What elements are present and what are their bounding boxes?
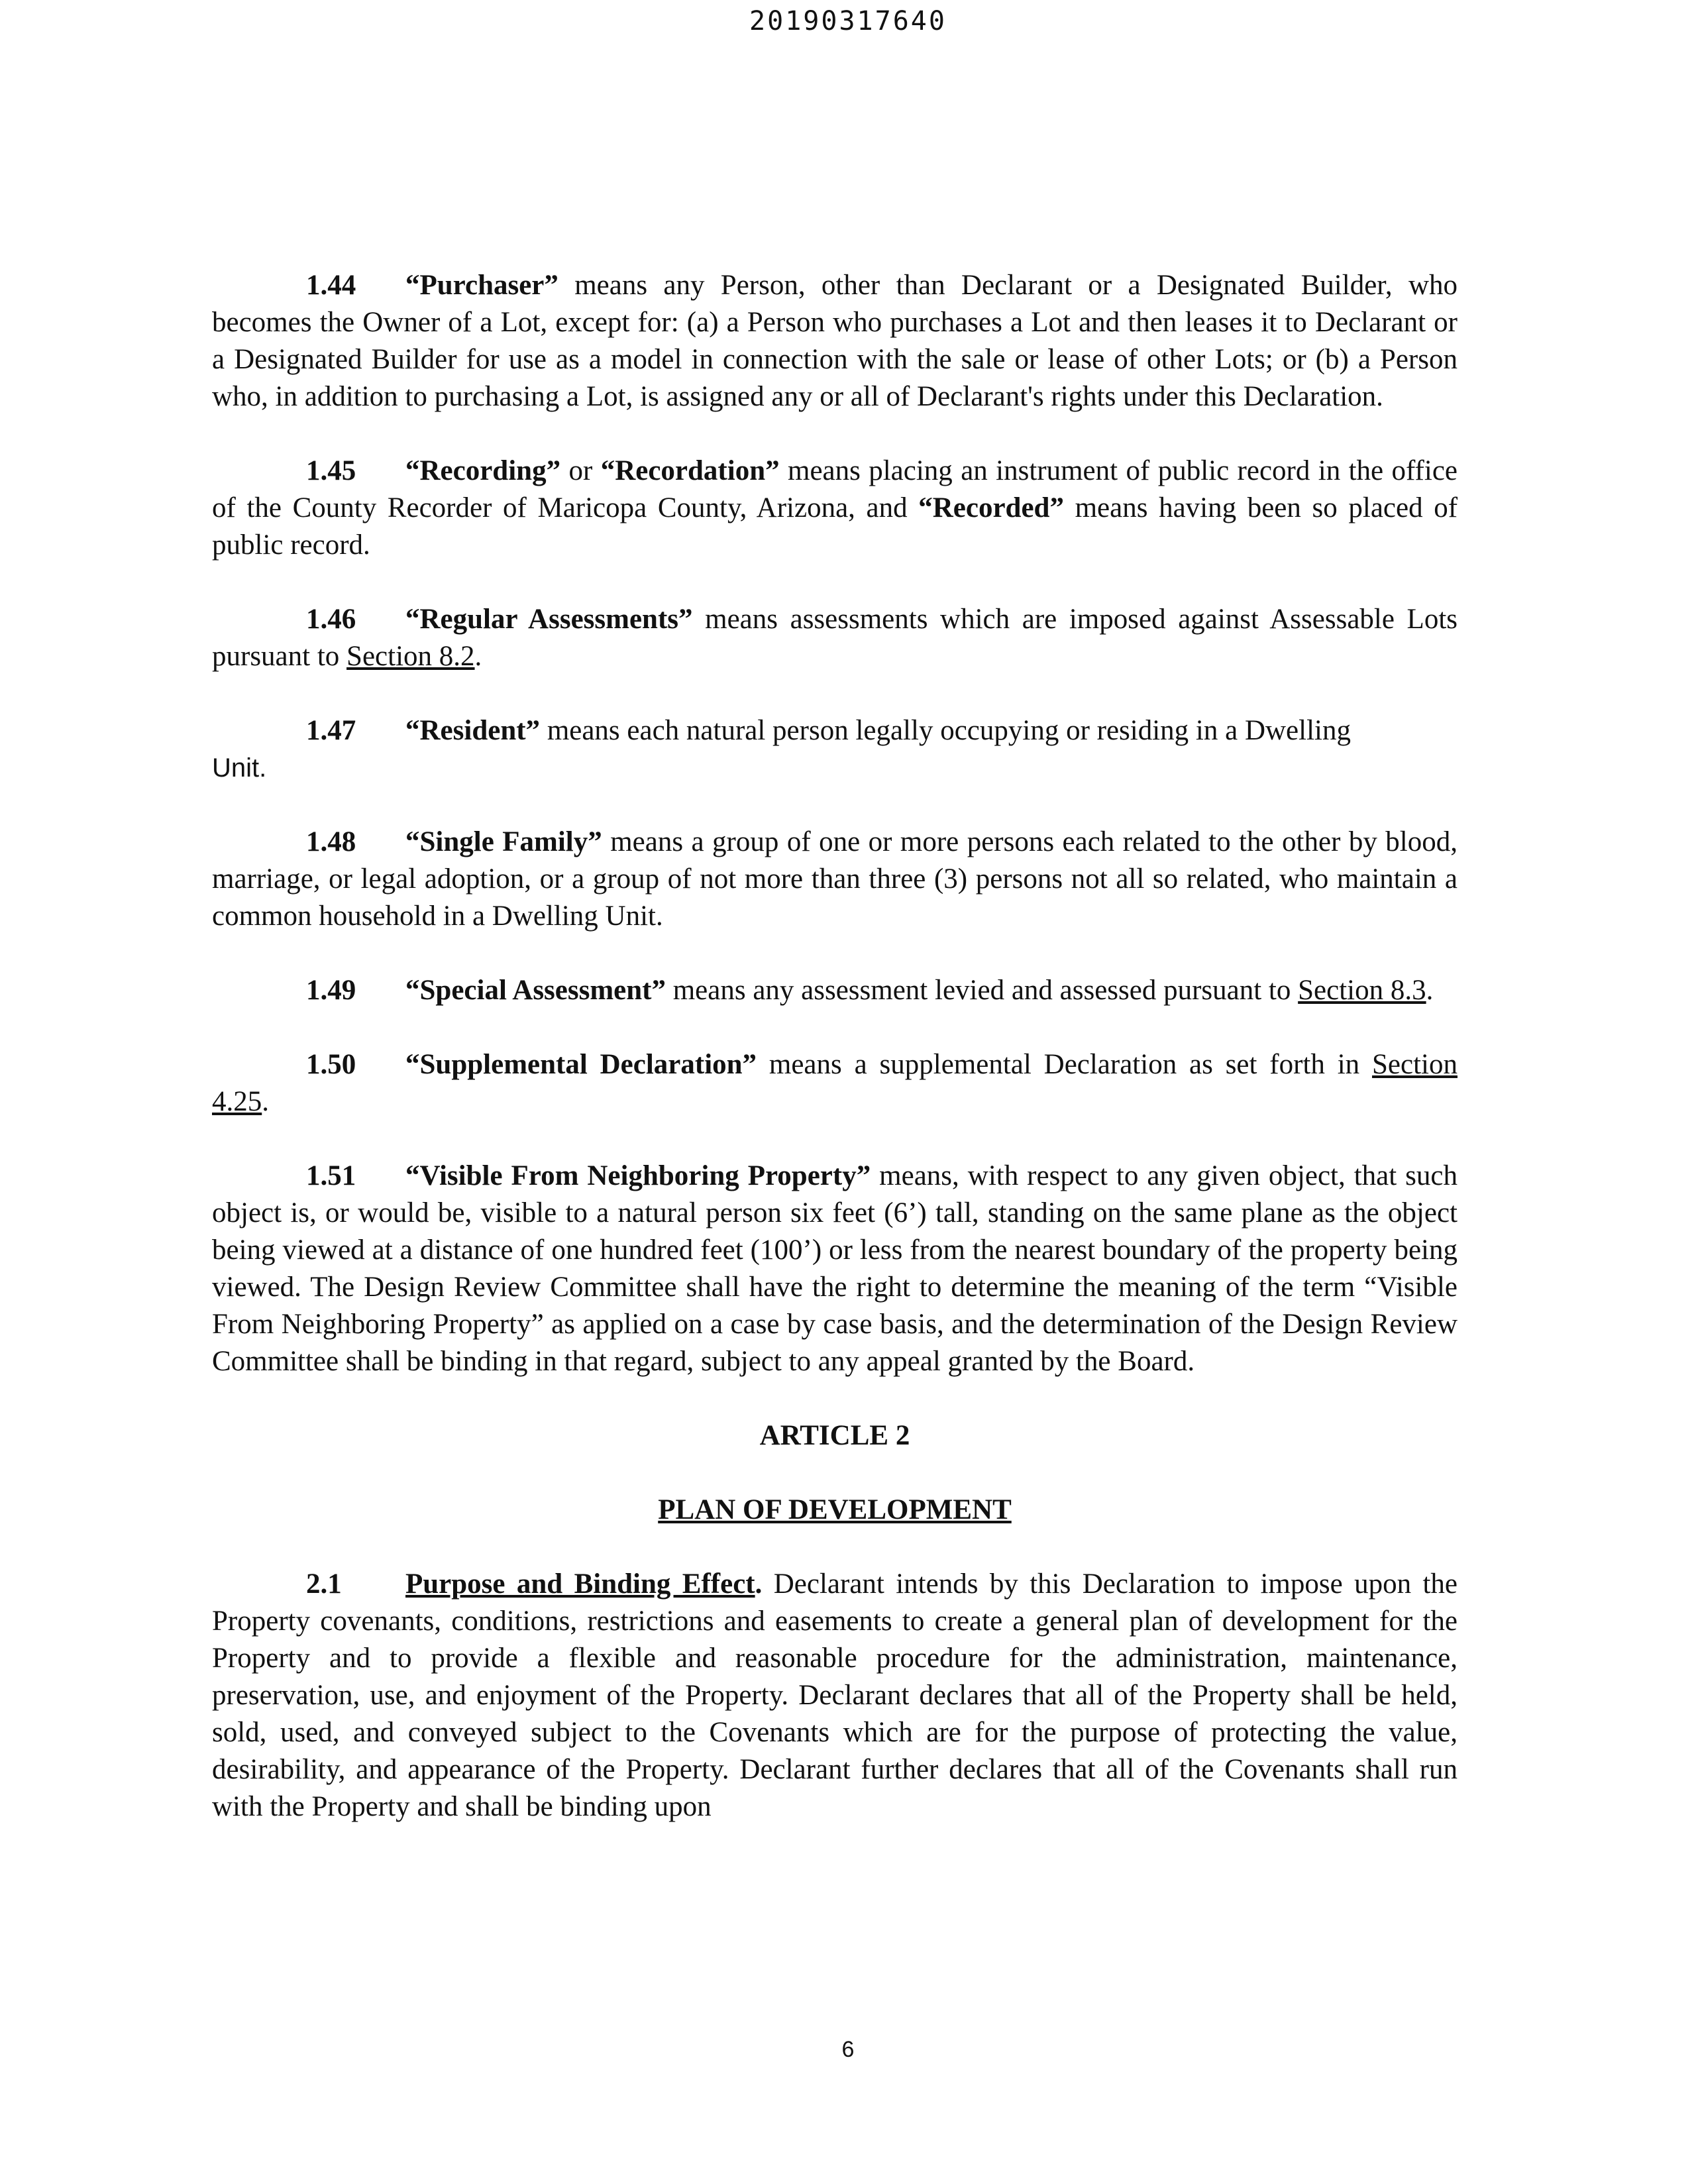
definition-text: means any Person, other than Declarant or a Designated Builder, who becomes the Owner of a Lot, except for: (a) a Person who purchases a Lot and then leases it to Declarant or a Designated Builder for use as a model in connection with the sale or lease of other Lots; or (b) a Person who, in addition to purchasing a Lot, is assigned any or all of Declarant's rights under this Declaration. (212, 270, 1458, 412)
defined-term: “Single Family” (405, 826, 602, 857)
defined-term: “Recorded” (918, 492, 1064, 523)
definition-1-48 (212, 824, 1458, 935)
section-number: 1.50 (306, 1049, 356, 1080)
definition-1-50 (212, 1046, 1458, 1120)
definition-1-45 (212, 453, 1458, 564)
section-number: 1.49 (306, 975, 356, 1006)
definition-1-46 (212, 601, 1458, 675)
section-reference: Section 8.2 (346, 641, 475, 672)
section-reference: Section 8.3 (1298, 975, 1426, 1006)
defined-term: “Recordation” (600, 455, 780, 486)
section-2-1 (212, 1566, 1458, 1826)
definition-text: means having been so placed of public record. (212, 492, 1458, 561)
defined-term: “Supplemental Declaration” (405, 1049, 757, 1080)
document-number: 20190317640 (749, 6, 947, 36)
punctuation: . (755, 1568, 763, 1600)
section-title: Purpose and Binding Effect (405, 1568, 755, 1600)
section-number: 1.48 (306, 826, 356, 857)
section-number: 1.45 (306, 455, 356, 486)
section-number: 1.47 (306, 715, 356, 746)
definition-text: means each natural person legally occupying or residing in a Dwelling (540, 715, 1351, 746)
definition-1-47 (212, 712, 1458, 787)
defined-term: “Special Assessment” (405, 975, 666, 1006)
definition-text: means assessments which are imposed against Assessable Lots pursuant to (212, 604, 1458, 672)
definition-text: means a supplemental Declaration as set forth in (757, 1049, 1373, 1080)
definition-text: means any assessment levied and assessed pursuant to (665, 975, 1298, 1006)
defined-term: “Resident” (405, 715, 541, 746)
defined-term: “Recording” (405, 455, 561, 486)
section-number: 2.1 (306, 1568, 342, 1600)
punctuation: . (474, 641, 482, 672)
section-number: 1.44 (306, 270, 356, 301)
section-reference: Section 4.25 (212, 1049, 1458, 1117)
definition-1-49 (212, 972, 1458, 1009)
page-body (212, 267, 1458, 1826)
definition-text: means placing an instrument of public record in the office of the County Recorder of Maricopa County, Arizona, and (212, 455, 1458, 523)
section-text: Declarant intends by this Declaration to impose upon the Property covenants, conditions, restrictions and easements to create a general plan of development for the Property and to provide a flexible and reasonable procedure for the administration, maintenance, preservation, use, and enjoyment of the Property. Declarant declares that all of the Property shall be held, sold, used, and conveyed subject to the Covenants which are for the purpose of protecting the value, desirability, and appearance of the Property. Declarant further declares that all of the Covenants shall run with the Property and shall be binding upon (212, 1568, 1458, 1822)
punctuation: . (1426, 975, 1434, 1006)
definition-1-51 (212, 1158, 1458, 1380)
definition-text: or (560, 455, 601, 486)
definition-continuation: Unit. (212, 753, 267, 783)
page-number: 6 (841, 2037, 855, 2062)
definition-text: means, with respect to any given object, that such object is, or would be, visible to a natural person six feet (6’) tall, standing on the same plane as the object being viewed at a distance of one hundred feet (100’) or less from the nearest boundary of the property being viewed. The Design Review Committee shall have the right to determine the meaning of the term “Visible From Neighboring Property” as applied on a case by case basis, and the determination of the Design Review Committee shall be binding in that regard, subject to any appeal granted by the Board. (212, 1160, 1458, 1377)
definition-line (212, 712, 1458, 749)
definition-text: means a group of one or more persons each related to the other by blood, marriage, or legal adoption, or a group of not more than three (3) persons not all so related, who maintain a common household in a Dwelling Unit. (212, 826, 1458, 932)
section-number: 1.46 (306, 604, 356, 635)
defined-term: “Visible From Neighboring Property” (405, 1160, 871, 1191)
defined-term: “Purchaser” (405, 270, 558, 301)
section-number: 1.51 (306, 1160, 356, 1191)
defined-term: “Regular Assessments” (405, 604, 693, 635)
article-title: PLAN OF DEVELOPMENT (658, 1494, 1012, 1525)
punctuation: . (262, 1086, 269, 1117)
definition-1-44 (212, 267, 1458, 415)
article-heading: ARTICLE 2 (759, 1420, 910, 1451)
